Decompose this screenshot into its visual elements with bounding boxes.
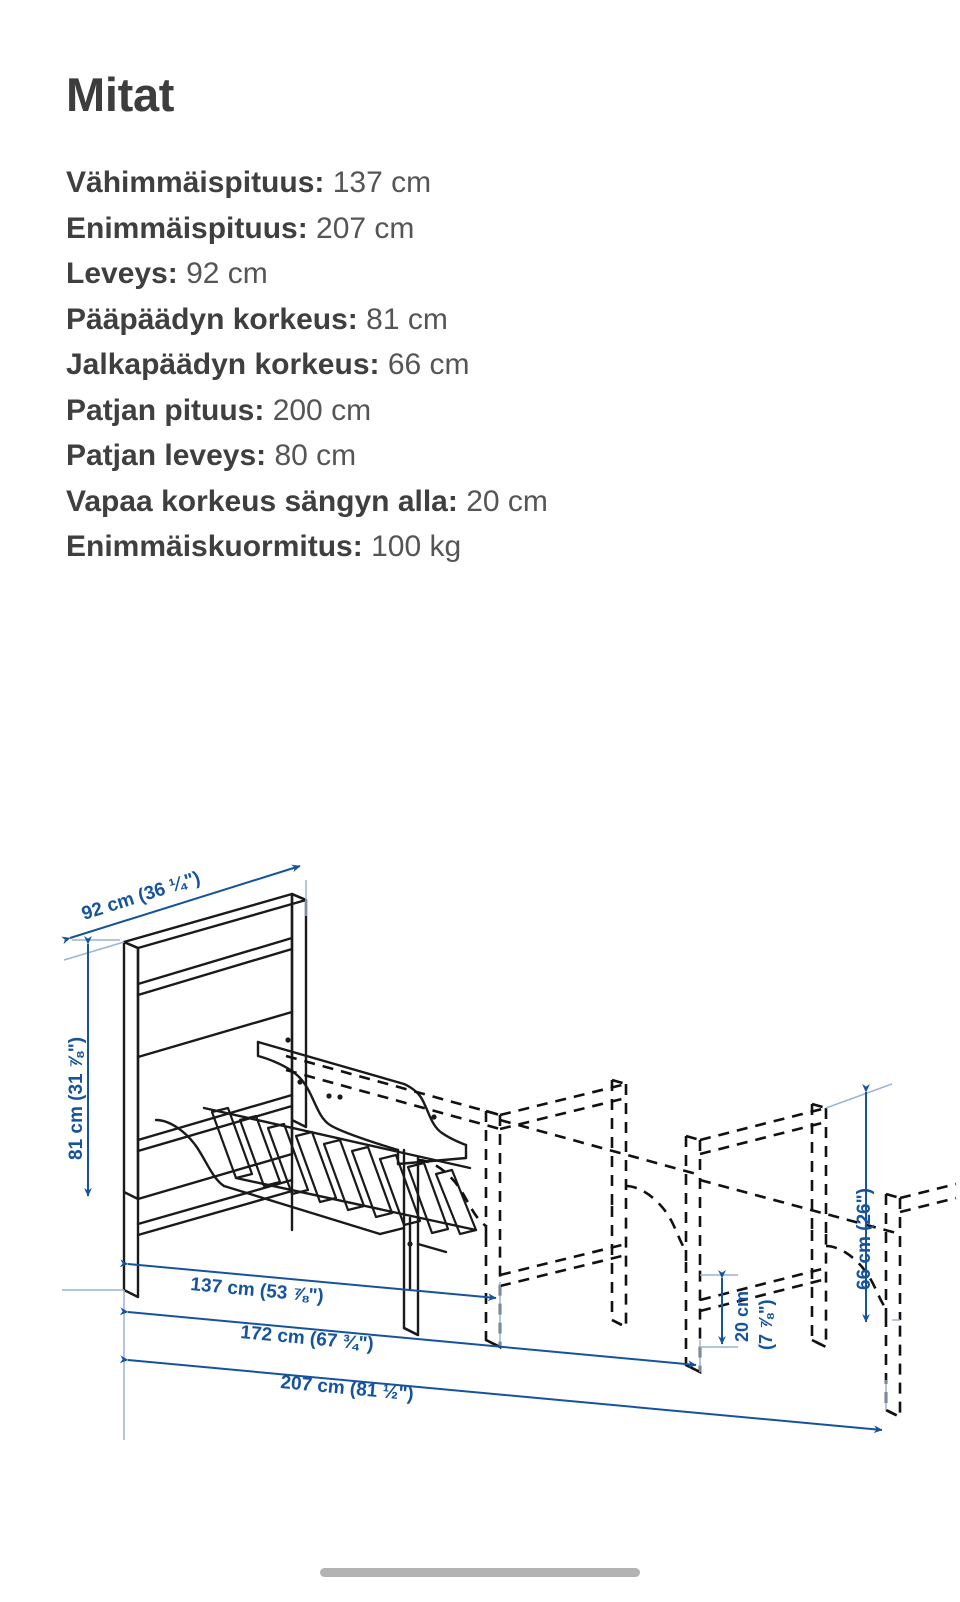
spec-value: 200 cm xyxy=(272,393,372,427)
specification-list xyxy=(66,160,906,570)
dimension-annotations xyxy=(62,866,900,1440)
spec-label: Jalkapäädyn korkeus: xyxy=(66,348,380,381)
dim-label-head-height: 81 cm (31 ⅞") xyxy=(66,1036,87,1160)
spec-label: Vapaa korkeus sängyn alla: xyxy=(66,484,458,518)
dim-arrow-length-max xyxy=(128,1360,882,1430)
spec-label: Enimmäispituus: xyxy=(66,211,308,245)
dim-label-length-min: 137 cm (53 ⅞") xyxy=(189,1274,325,1308)
spec-row xyxy=(66,206,906,252)
spec-value: 81 cm xyxy=(366,302,448,336)
dim-arrow-length-mid xyxy=(128,1312,696,1365)
spec-row xyxy=(66,251,906,297)
spec-row xyxy=(66,388,906,434)
spec-row xyxy=(66,524,906,570)
spec-row xyxy=(66,342,906,388)
spec-value: 100 kg xyxy=(371,530,462,563)
spec-row xyxy=(66,297,906,343)
spec-row xyxy=(66,479,906,525)
dim-label-clearance-cm: 20 cm xyxy=(732,1290,752,1342)
spec-value: 80 cm xyxy=(274,439,357,472)
page-title: Mitat xyxy=(66,68,175,122)
spec-value: 92 cm xyxy=(186,257,268,290)
spec-value: 137 cm xyxy=(332,166,432,199)
dim-label-clearance-inch: (7 ⅞") xyxy=(756,1299,776,1350)
spec-label: Patjan leveys: xyxy=(66,439,267,472)
spec-label: Vähimmäispituus: xyxy=(66,166,325,199)
dim-label-length-mid: 172 cm (67 ¾") xyxy=(239,1322,375,1356)
spec-value: 20 cm xyxy=(466,484,548,518)
dim-label-foot-height: 66 cm (26") xyxy=(854,1188,875,1290)
home-indicator[interactable] xyxy=(320,1568,640,1577)
dim-label-width: 92 cm (36 ¼") xyxy=(79,867,203,925)
bed-line-drawing xyxy=(0,820,960,1480)
spec-row xyxy=(66,433,906,479)
spec-label: Pääpäädyn korkeus: xyxy=(66,302,358,336)
spec-label: Leveys: xyxy=(66,257,178,290)
spec-row xyxy=(66,160,906,206)
spec-label: Enimmäiskuormitus: xyxy=(66,530,363,563)
spec-label: Patjan pituus: xyxy=(66,393,265,427)
dimension-diagram xyxy=(0,820,960,1480)
spec-value: 207 cm xyxy=(316,211,415,245)
dim-label-length-max: 207 cm (81 ½") xyxy=(279,1372,415,1406)
spec-value: 66 cm xyxy=(387,348,470,381)
